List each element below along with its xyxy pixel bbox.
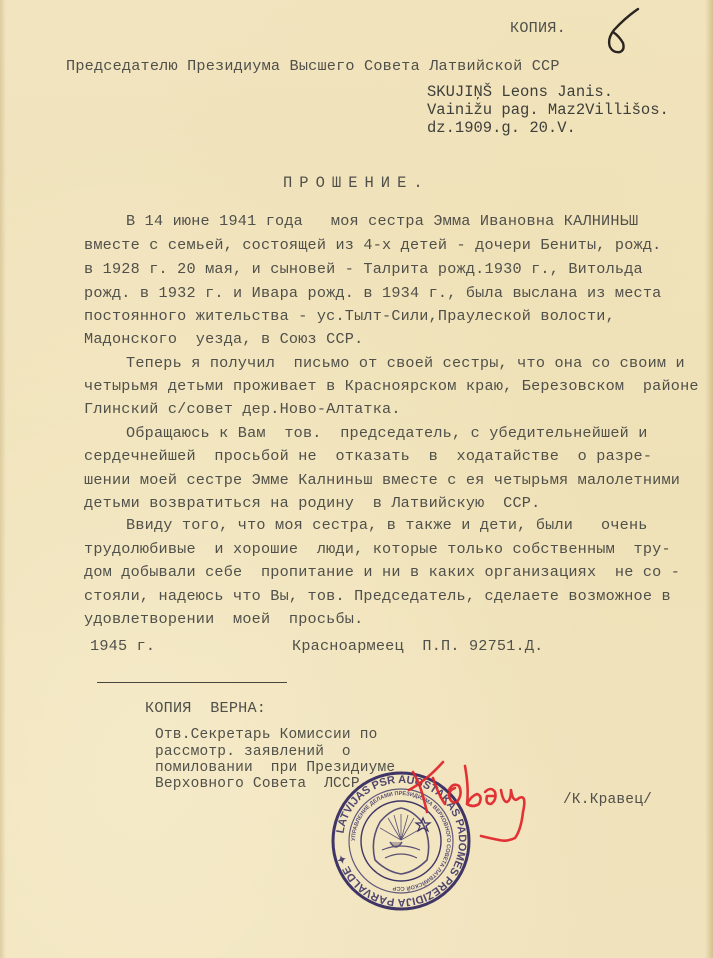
handwritten-page-number-icon bbox=[603, 6, 643, 54]
body-line: трудолюбивые и хорошие люди, которые только собственным тру- bbox=[84, 540, 671, 558]
body-line: четырьмя детьми проживает в Красноярском краю, Березовском районе bbox=[84, 377, 699, 395]
body-line: вместе с семьей, состоящей из 4-х детей - дочери Бениты, рожд. bbox=[84, 236, 662, 254]
body-line: дом добывали себе пропитание и ни в каких организациях не со - bbox=[84, 563, 681, 581]
body-line: удовлетворении моей просьбы. bbox=[84, 610, 364, 628]
separator-line bbox=[97, 682, 287, 683]
body-line: Глинский с/совет дер.Ново-Алтатка. bbox=[84, 400, 401, 418]
certification-line: Верховного Совета ЛССР bbox=[155, 776, 360, 792]
sender-birth: dz.1909.g. 20.V. bbox=[427, 119, 576, 137]
handwritten-signature-icon bbox=[405, 752, 565, 842]
body-line: в 1928 г. 20 мая, и сыновей - Талрита рожд.1930 г., Витольда bbox=[84, 260, 643, 278]
body-line: шении моей сестре Эмме Калниньш вместе с ея четырьмя малолетними bbox=[84, 471, 681, 489]
body-line: постоянного жительства - ус.Тылт-Сили,Праулеской волости, bbox=[84, 307, 615, 325]
certification-label: КОПИЯ ВЕРНА: bbox=[145, 699, 267, 717]
body-line: сердечнейшей просьбой не отказать в ходатайстве о разре- bbox=[84, 447, 653, 465]
body-line: В 14 июне 1941 года моя сестра Эмма Ивановна КАЛНИНЬШ bbox=[126, 212, 639, 230]
closing-year: 1945 г. bbox=[90, 637, 156, 655]
body-line: стояли, надеюсь что Вы, тов. Председатель, сделаете возможное в bbox=[84, 587, 671, 605]
paper-edge-left bbox=[0, 0, 6, 958]
svg-text:LATVIJAS PSR AUGSTĀKĀS PADOMES: LATVIJAS PSR AUGSTĀKĀS PADOMES PREZIDIJA PĀRVALDE ✦ bbox=[334, 773, 469, 909]
body-line: Мадонского уезда, в Союз ССР. bbox=[84, 330, 364, 348]
body-line: Ввиду того, что моя сестра, в также и дети, были очень bbox=[126, 516, 648, 534]
body-line: Обращаюсь к Вам тов. председатель, с убедительнейшей и bbox=[126, 424, 648, 442]
certification-line: помиловании при Президиуме bbox=[155, 760, 396, 776]
sender-name: SKUJIŅŠ Leons Janis. bbox=[427, 83, 614, 101]
addressee-line: Председателю Президиума Высшего Совета Латвийской ССР bbox=[66, 57, 560, 75]
closing-signer: Красноармеец П.П. 92751.Д. bbox=[292, 637, 544, 655]
body-line: Теперь я получил письмо от своей сестры, что она со своим и bbox=[126, 354, 685, 372]
paper-edge-right bbox=[705, 0, 713, 958]
certification-line: рассмотр. заявлений о bbox=[155, 744, 351, 760]
copy-marker: КОПИЯ. bbox=[510, 19, 566, 37]
body-line: детьми возвратиться на родину в Латвийскую ССР. bbox=[84, 494, 541, 512]
body-line: рожд. в 1932 г. и Ивара рожд. в 1934 г., была выслана из места bbox=[84, 284, 662, 302]
svg-text:УПРАВЛЕНИЕ ДЕЛАМИ ПРЕЗИДИУМА В: УПРАВЛЕНИЕ ДЕЛАМИ ПРЕЗИДИУМА ВЕРХОВНОГО СОВЕТА ЛАТВИЙСКОЙ ССР bbox=[350, 790, 452, 892]
document-title: ПРОШЕНИЕ. bbox=[283, 174, 430, 192]
certification-signature-name: /К.Кравец/ bbox=[563, 792, 653, 808]
certification-line: Отв.Секретарь Комиссии по bbox=[155, 727, 378, 743]
sender-address: Vainižu pag. Maz2Villišos. bbox=[427, 101, 669, 119]
